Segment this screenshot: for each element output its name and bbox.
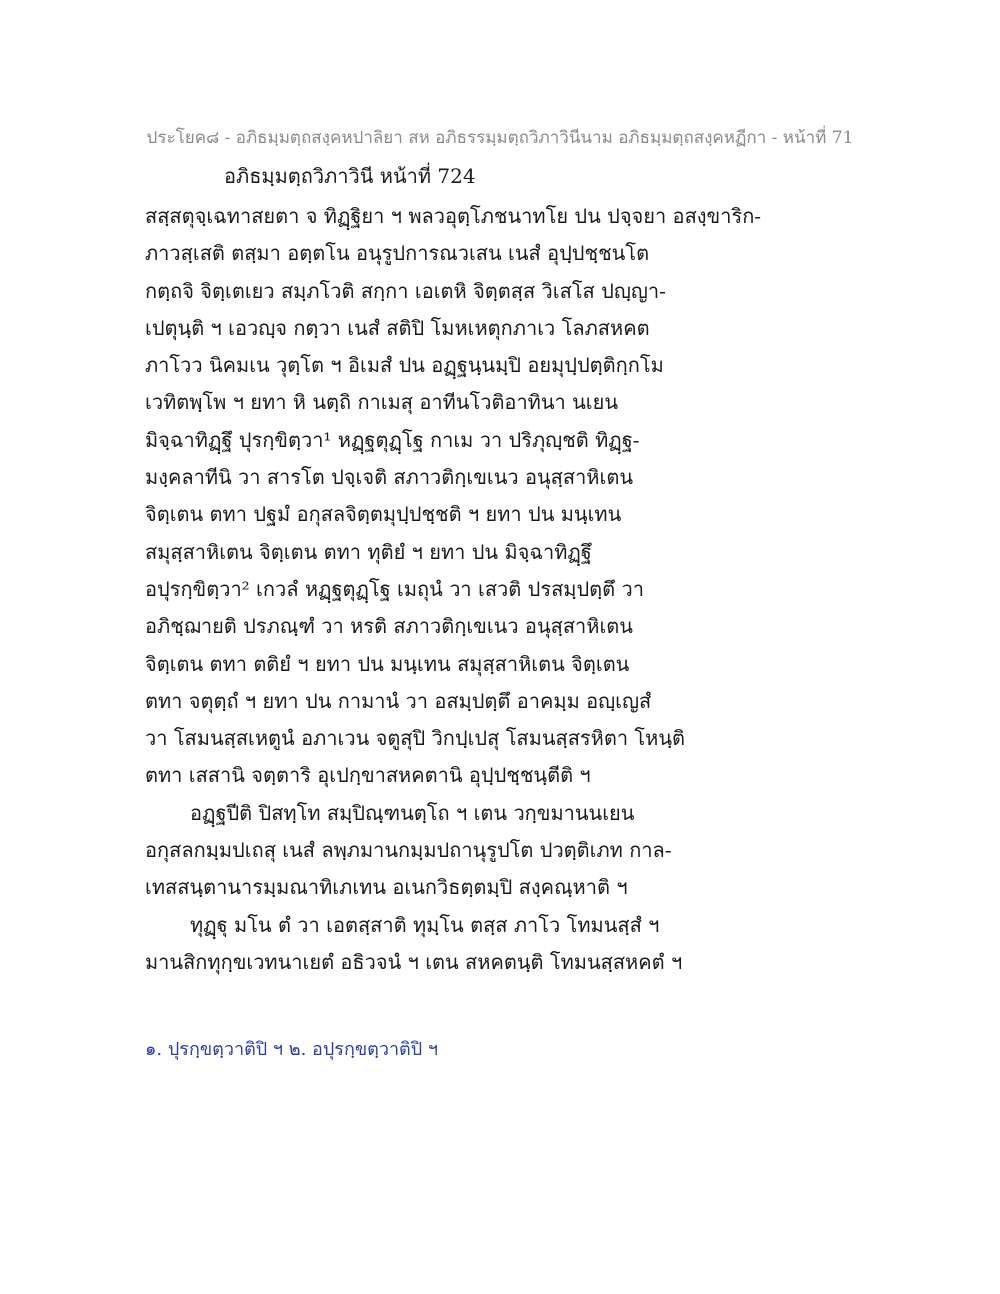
page-header: ประโยค๘ - อภิธมฺมตฺถสงฺคหปาลิยา สห อภิธรรมฺมตฺถวิภาวินีนาม อภิธมฺมตฺถสงฺคหฏีกา - หน้าที่ 71 — [146, 128, 854, 148]
text-line: วา โสมนสฺสเหตูนํ อภาเวน จตูสุปิ วิกปฺเปสุ โสมนสฺสรหิตา โหนฺติ — [145, 726, 685, 751]
text-line: อกุสลกมฺมปเถสุ เนสํ ลพฺภมานกมฺมปถานุรูปโต ปวตฺติเภท กาล- — [145, 838, 672, 863]
text-line: เวทิตพฺโพ ฯ ยทา หิ นตฺถิ กาเมสุ อาทีนโวติอาทินา นเยน — [145, 390, 619, 415]
footnote: ๑. ปุรกฺขตฺวาติปิ ฯ ๒. อปุรกฺขตฺวาติปิ ฯ — [145, 1039, 439, 1060]
body-text — [145, 200, 845, 983]
text-line: จิตฺเตน ตทา ปฐมํ อกุสลจิตฺตมุปฺปชฺชติ ฯ ยทา ปน มนฺเทน — [145, 502, 622, 527]
text-line: ภาวสฺเสติ ตสฺมา อตฺตโน อนุรูปการณวเสน เนสํ อุปฺปชฺชนโต — [145, 241, 650, 266]
paragraph-start-line: อฏฺฐปีติ ปิสทฺโท สมฺปิณฺฑนตฺโถ ฯ เตน วกฺขมานนเยน — [190, 800, 635, 825]
text-line: ตทา จตุตฺถํ ฯ ยทา ปน กามานํ วา อสมฺปตฺตึ อาคมฺม อญฺเญสํ — [145, 688, 652, 713]
text-line: สสฺสตุจฺเฉทาสยตา จ ทิฏฺฐิยา ฯ พลวอุตฺโภชนาทโย ปน ปจฺจยา อสงฺขาริก- — [145, 204, 762, 228]
text-line: มานสิกทุกฺขเวทนาเยตํ อธิวจนํ ฯ เตน สหคตนฺติ โทมนสฺสหคตํ ฯ — [145, 949, 683, 974]
text-line: อภิชฺฌายติ ปรภณฺฑํ วา หรติ สภาวติกฺเขเนว อนุสฺสาหิเตน — [145, 614, 633, 639]
text-line: เทสสนฺตานารมฺมณาทิเภเทน อเนกวิธตฺตมฺปิ สงฺคณฺหาติ ฯ — [145, 875, 628, 900]
paragraph-start-line: ทุฏฺฐุ มโน ตํ วา เอตสฺสาติ ทุมฺโน ตสฺส ภาโว โทมนสฺสํ ฯ — [190, 912, 660, 937]
text-line: สมุสฺสาหิเตน จิตฺเตน ตทา ทุติยํ ฯ ยทา ปน มิจฺฉาทิฏฺฐึ — [145, 539, 592, 564]
text-line: มงฺคลาทีนิ วา สารโต ปจฺเจติ สภาวติกฺเขเนว อนุสฺสาหิเตน — [145, 465, 633, 490]
text-line: กตฺถจิ จิตฺเตเยว สมฺภโวติ สกฺกา เอเตหิ จิตฺตสฺส วิเสโส ปญฺญา- — [145, 278, 666, 303]
text-line: อปุรกฺขิตฺวา² เกวลํ หฏฺฐตุฏฺโฐ เมถุนํ วา เสวติ ปรสมฺปตฺตึ วา — [145, 576, 644, 601]
text-line: ตทา เสสานิ จตฺตาริ อุเปกฺขาสหคตานิ อุปฺปชฺชนฺตีติ ฯ — [145, 763, 591, 788]
text-line: เปตุนฺติ ฯ เอวญฺจ กตฺวา เนสํ สติปิ โมหเหตุกภาเว โลภสหคต — [145, 315, 650, 340]
text-line: มิจฺฉาทิฏฺฐึ ปุรกฺขิตฺวา¹ หฏฺฐตุฏฺโฐ กาเม วา ปริภุญฺชติ ทิฏฺฐ- — [145, 427, 640, 452]
section-title: อภิธมฺมตฺถวิภาวินี หน้าที่ 724 — [224, 164, 476, 188]
text-line: จิตฺเตน ตทา ตติยํ ฯ ยทา ปน มนฺเทน สมุสฺสาหิเตน จิตฺเตน — [145, 651, 630, 676]
text-line: ภาโวว นิคมเน วุตฺโต ฯ อิเมสํ ปน อฏฺฐนฺนมฺปิ อยมุปฺปตฺติกฺกโม — [145, 353, 664, 378]
